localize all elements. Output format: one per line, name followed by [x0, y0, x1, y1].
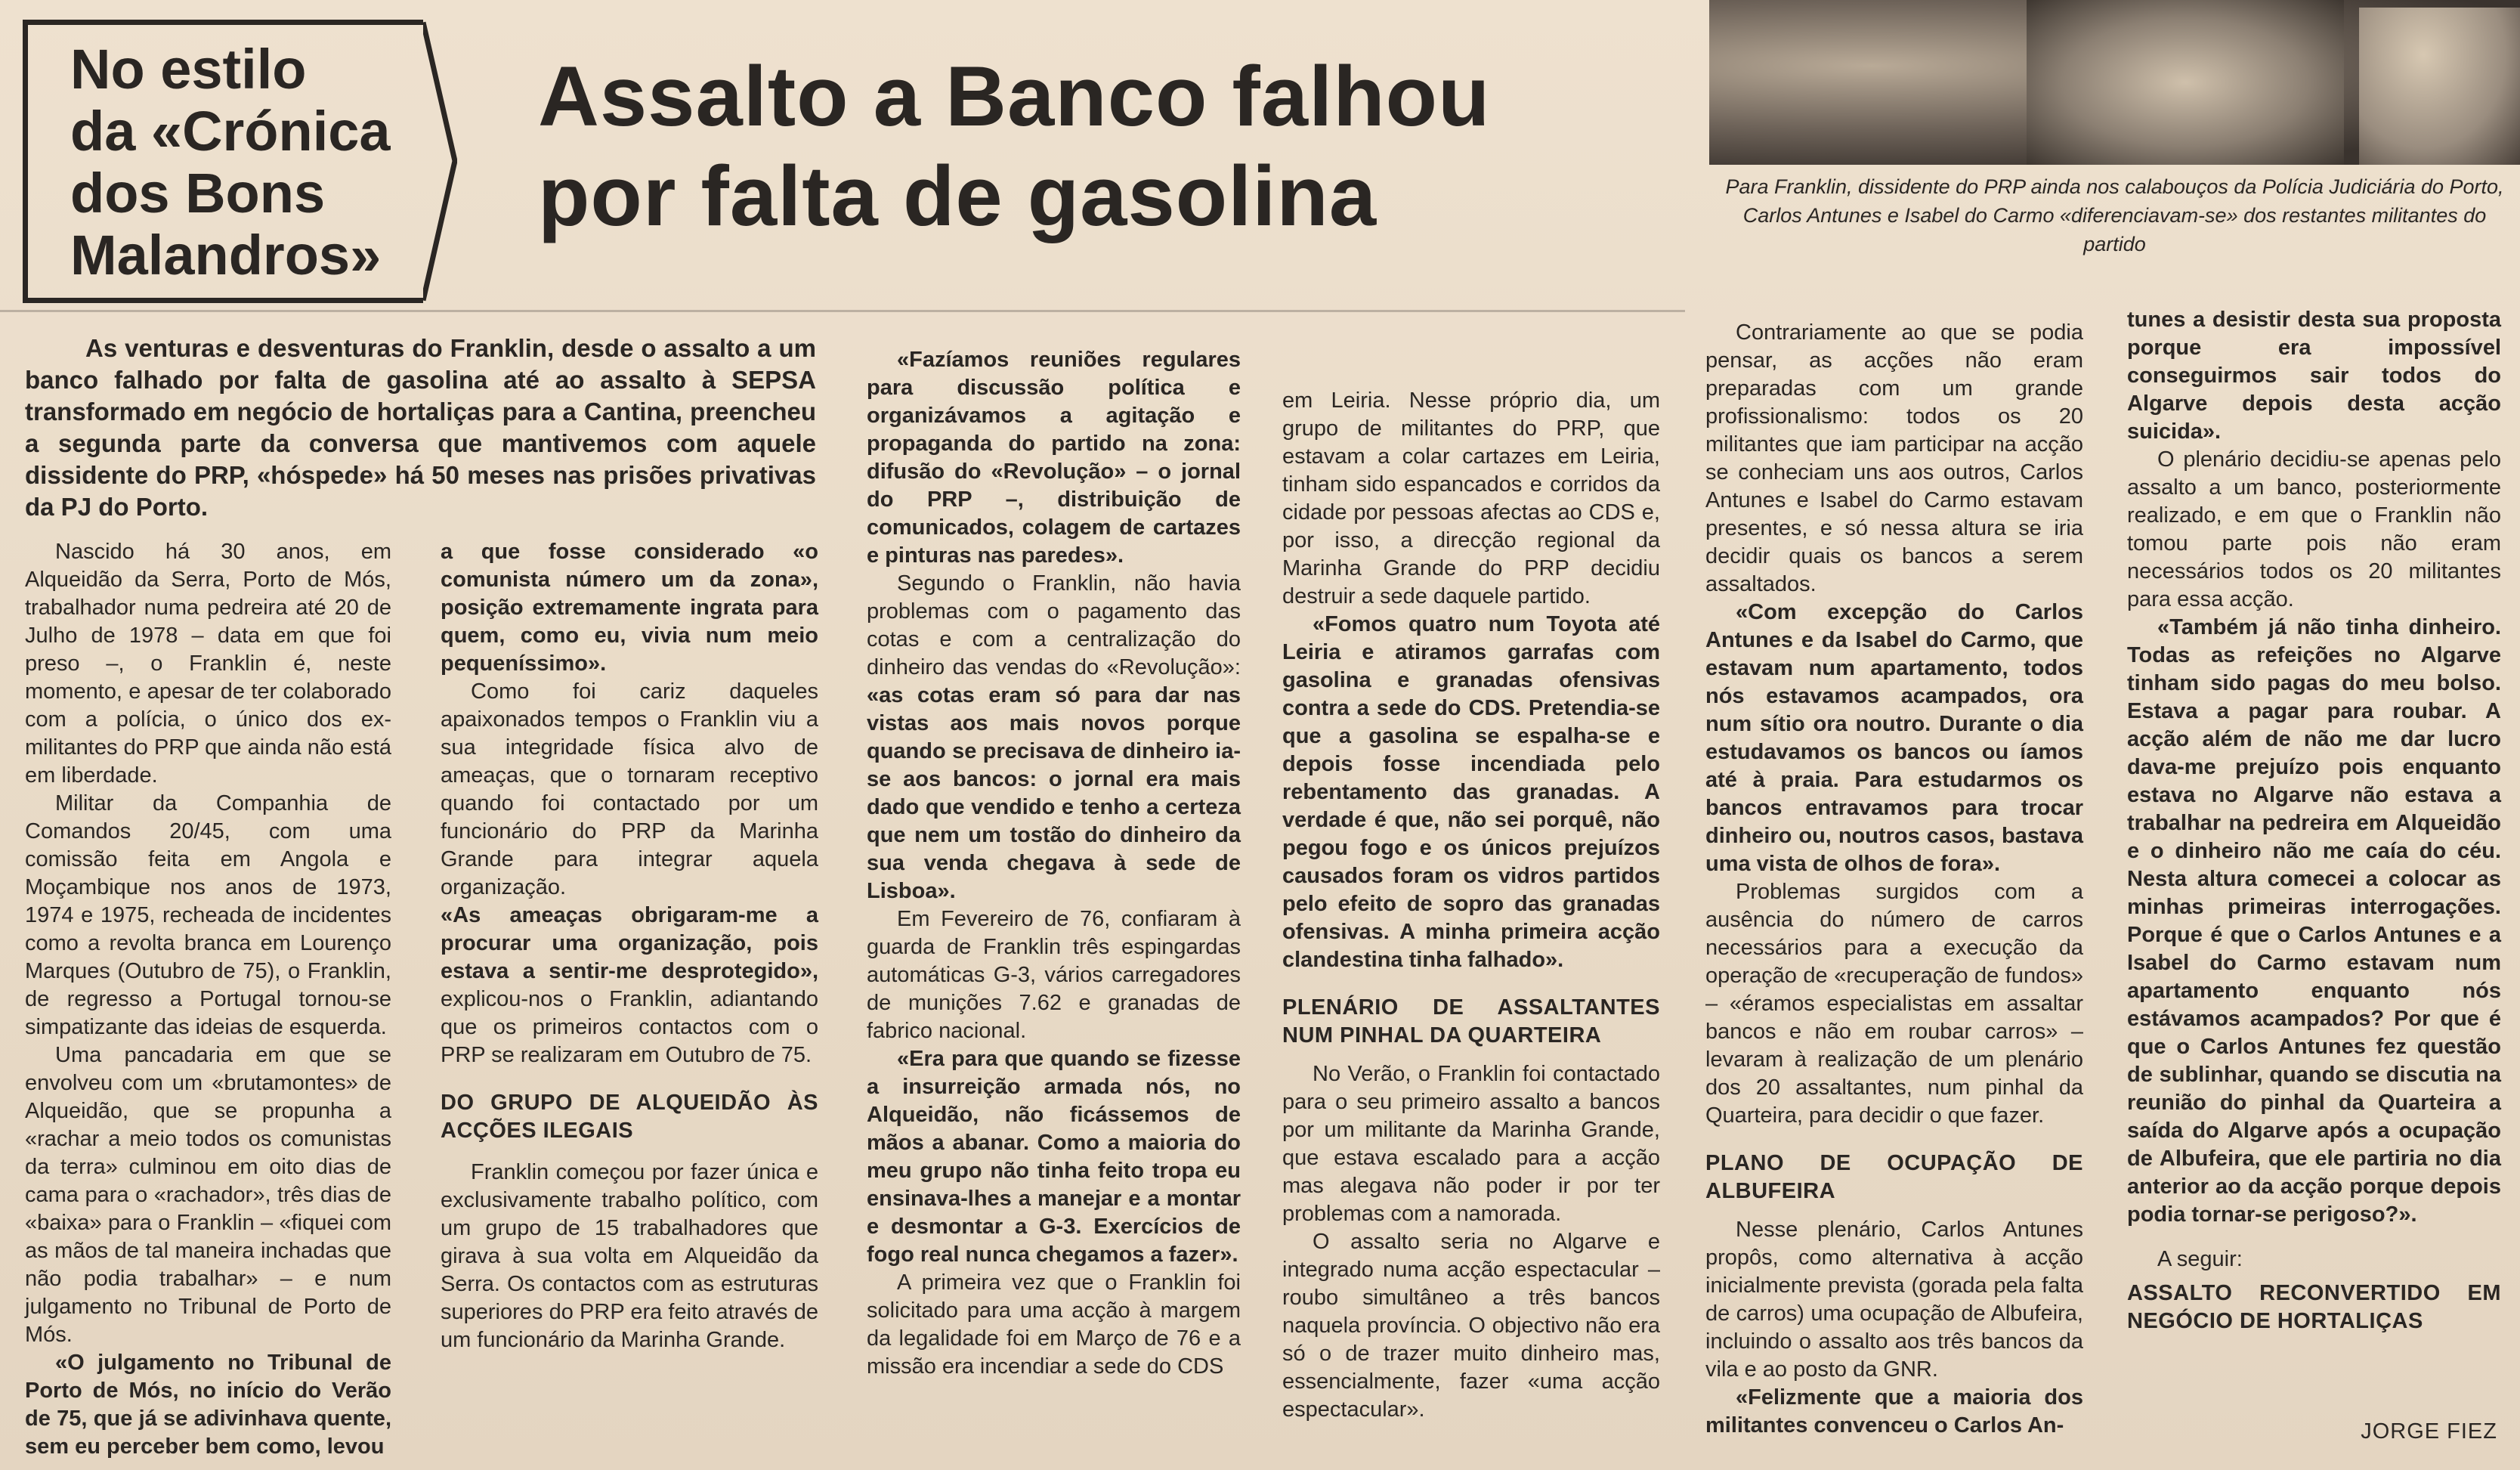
section-heading: PLANO DE OCUPAÇÃO DE ALBUFEIRA: [1705, 1151, 2083, 1203]
paragraph: O plenário decidiu-se apenas pelo assalto a um banco, posteriormente realizado, e em que o Franklin não tomou parte pois não eram necessários todos os 20 militantes para essa acção.: [2127, 447, 2501, 611]
article-column-3: [867, 346, 1241, 1381]
text: explicou-nos o Franklin, adiantando que os primeiros contactos com o PRP se realizaram em Outubro de 75.: [441, 987, 818, 1067]
quote-paragraph: «Fomos quatro num Toyota até Leiria e atiramos garrafas com gasolina e granadas ofensivas contra a sede do CDS. Pretendia-se que a gasolina se espalha-se e depois fosse incendiada pelo rebentamento das granadas. A verdade é que, não sei porquê, não pegou fogo e os únicos prejuízos causados foram os vidros partidos pelo efeito de sopro das granadas ofensivas. A minha primeira acção clandestina tinha falhado».: [1282, 612, 1660, 972]
next-article-title: ASSALTO RECONVERTIDO EM NEGÓCIO DE HORTALIÇAS: [2127, 1281, 2501, 1333]
headline: [538, 47, 1596, 246]
article-column-4: [1282, 387, 1660, 1424]
author-signature: JORGE FIEZ: [2361, 1419, 2497, 1444]
photo: [1709, 0, 2520, 165]
quote-paragraph: «Também já não tinha dinheiro. Todas as refeições no Algarve tinham sido pagas do meu bolso. Estava a pagar para roubar. A acção além de não me dar lucro dava-me prejuízo pois enquanto estava no Algarve não estava a trabalhar na pedreira em Alqueidão e o dinheiro não me caía do céu. Nesta altura comecei a colocar as minhas primeiras interrogações. Porque é que o Carlos Antunes e a Isabel do Carmo estavam num apartamento enquanto nós estávamos acampados? Por que é que o Carlos Antunes fez questão de sublinhar, quando se discutia na reunião do pinhal da Quarteira a saída do Algarve após a ocupação de Albufeira, que ele partiria no dia anterior ao da acção porque depois podia tornar-se perigoso?».: [2127, 615, 2501, 1227]
paragraph: Em Fevereiro de 76, confiaram à guarda de Franklin três espingardas automáticas G-3, vários carregadores de munições 7.62 e granadas de fabrico nacional.: [867, 907, 1241, 1043]
article-column-1: [25, 538, 391, 1461]
photo-caption: Para Franklin, dissidente do PRP ainda nos calabouços da Polícia Judiciária do Porto, Carlos Antunes e Isabel do Carmo «diferenciavam-se» dos restantes militantes do partido: [1725, 175, 2504, 255]
paragraph: Nesse plenário, Carlos Antunes propôs, como alternativa à acção inicialmente prevista (gorada pela falta de carros) uma ocupação de Albufeira, incluindo o assalto aos três bancos da vila e ao posto da GNR.: [1705, 1218, 2083, 1382]
next-label: A seguir:: [2157, 1247, 2243, 1271]
paragraph: Nascido há 30 anos, em Alqueidão da Serra, Porto de Mós, trabalhador numa pedreira até 20 de Julho de 1978 – data em que foi preso –, o Franklin é, neste momento, e apesar de ter colaborado com a polícia, o único dos ex-militantes do PRP que ainda não está em liberdade.: [25, 540, 391, 788]
article-column-6: [2127, 306, 2501, 1346]
quote-paragraph: «Felizmente que a maioria dos militantes convenceu o Carlos An-: [1705, 1385, 2083, 1438]
lead-paragraph: As venturas e desventuras do Franklin, desde o assalto a um banco falhado por falta de gasolina até ao assalto à SEPSA transformado em negócio de hortaliças para a Cantina, preencheu a segunda parte da conversa que mantivemos com aquele dissidente do PRP, «hóspede» há 50 meses nas prisões privativas da PJ do Porto.: [25, 334, 816, 521]
quote: «As ameaças obrigaram-me a procurar uma organização, pois estava a sentir-me desprotegido»,: [441, 903, 818, 983]
text: Segundo o Franklin, não havia problemas com o pagamento das cotas e com a centralização do dinheiro das vendas do «Revolução»:: [867, 571, 1241, 679]
quote-paragraph: a que fosse considerado «o comunista número um da zona», posição extremamente ingrata para quem, como eu, vivia num meio pequeníssimo».: [441, 540, 818, 676]
paragraph: Franklin começou por fazer única e exclusivamente trabalho político, com um grupo de 15 trabalhadores que girava à sua volta em Alqueidão da Serra. Os contactos com as estruturas superiores do PRP era feito através de um funcionário da Marinha Grande.: [441, 1160, 818, 1352]
kicker-arrow-border: [423, 20, 457, 303]
paragraph: Uma pancadaria em que se envolveu com um «brutamontes» de Alqueidão, que se propunha a «rachar a meio todos os comunistas da terra» culminou em oito dias de cama para o «rachador», três dias de «baixa» para o Franklin – «fiquei com as mãos de tal maneira inchadas que não podia trabalhar» – e num julgamento no Tribunal de Porto de Mós.: [25, 1043, 391, 1347]
divider: [0, 310, 1685, 312]
quote-paragraph: «O julgamento no Tribunal de Porto de Mós, no início do Verão de 75, que já se adivinhava quente, sem eu perceber bem como, levou: [25, 1351, 391, 1459]
quote-paragraph: «Com excepção do Carlos Antunes e da Isabel do Carmo, que estavam num apartamento, todos nós estavamos acampados, ora num sítio ora noutro. Durante o dia estudavamos os bancos ou íamos até à praia. Para estudarmos os bancos entravamos para trocar dinheiro ou, noutros casos, bastava uma vista de olhos de fora».: [1705, 600, 2083, 876]
section-heading: DO GRUPO DE ALQUEIDÃO ÀS ACÇÕES ILEGAIS: [441, 1091, 818, 1143]
kicker-box: [23, 20, 423, 303]
article-column-5: [1705, 319, 2083, 1440]
paragraph: No Verão, o Franklin foi contactado para o seu primeiro assalto a bancos por um militante da Marinha Grande, que estava escalado para a acção mas alegava não poder ir por ter problemas com a namorada.: [1282, 1062, 1660, 1226]
paragraph: [867, 570, 1241, 905]
paragraph: O assalto seria no Algarve e integrado numa acção espectacular – roubo simultâneo a três bancos naquela província. O objectivo não era só o de trazer muito dinheiro mas, essencialmente, fazer «uma acção espectacular».: [1282, 1230, 1660, 1422]
quote-paragraph: tunes a desistir desta sua proposta porque era impossível conseguirmos sair todos do Algarve depois desta acção suicida».: [2127, 308, 2501, 444]
quote: «as cotas eram só para dar nas vistas aos mais novos porque quando se precisava de dinheiro ia-se aos bancos: o jornal era mais dado que vendido e tenho a certeza que nem um tostão do dinheiro da sua venda chegava à sede de Lisboa».: [867, 683, 1241, 903]
kicker-line: Malandros»: [70, 224, 382, 286]
headline-line: por falta de gasolina: [538, 149, 1377, 243]
paragraph: Militar da Companhia de Comandos 20/45, com uma comissão feita em Angola e Moçambique nos anos de 1973, 1974 e 1975, recheada de incidentes como a revolta branca em Lourenço Marques (Outubro de 75), o Franklin, de regresso a Portugal tornou-se simpatizante das ideias de esquerda.: [25, 791, 391, 1039]
paragraph: Como foi cariz daqueles apaixonados tempos o Franklin viu a sua integridade física alvo de ameaças, que o tornaram receptivo quando foi contactado por um funcionário do PRP da Marinha Grande para integrar aquela organização.: [441, 679, 818, 899]
quote-paragraph: «Era para que quando se fizesse a insurreição armada nós, no Alqueidão, não ficássemos de mãos a abanar. Como a maioria do meu grupo não tinha feito tropa eu ensinava-lhes a manejar e a montar e desmontar a G-3. Exercícios de fogo real nunca chegamos a fazer».: [867, 1047, 1241, 1267]
paragraph: em Leiria. Nesse próprio dia, um grupo de militantes do PRP, que estavam a colar cartazes em Leiria, tinham sido espancados e corridos da cidade por pessoas afectas ao CDS e, por isso, a direcção regional da Marinha Grande do PRP decidiu destruir a sede daquele partido.: [1282, 388, 1660, 608]
quote-paragraph: «Fazíamos reuniões regulares para discussão política e organizávamos a agitação e propaganda do partido na zona: difusão do «Revolução» – o jornal do PRP –, distribuição de comunicados, colagem de cartazes e pinturas nas paredes».: [867, 348, 1241, 568]
paragraph: [441, 902, 818, 1069]
headline-line: Assalto a Banco falhou: [538, 49, 1491, 144]
kicker-line: dos Bons: [70, 162, 326, 224]
paragraph: Contrariamente ao que se podia pensar, as acções não eram preparadas com um grande profissionalismo: todos os 20 militantes que iam participar na acção se conheciam uns aos outros, Carlos Antunes e Isabel do Carmo estavam presentes, e só nessa altura se iria decidir quais os bancos a serem assaltados.: [1705, 320, 2083, 596]
kicker-line: No estilo: [70, 38, 307, 101]
article-column-2: [441, 538, 818, 1354]
paragraph: A primeira vez que o Franklin foi solicitado para uma acção à margem da legalidade foi em Março de 76 e a missão era incendiar a sede do CDS: [867, 1270, 1241, 1379]
kicker-line: da «Crónica: [70, 100, 391, 162]
section-heading: PLENÁRIO DE ASSALTANTES NUM PINHAL DA QUARTEIRA: [1282, 995, 1660, 1048]
paragraph: Problemas surgidos com a ausência do número de carros necessários para a execução da operação de «recuperação de fundos» – «éramos especialistas em assaltar bancos e não em roubar carros» – levaram à realização de um plenário dos 20 assaltantes, num pinhal da Quarteira, para decidir o que fazer.: [1705, 880, 2083, 1128]
